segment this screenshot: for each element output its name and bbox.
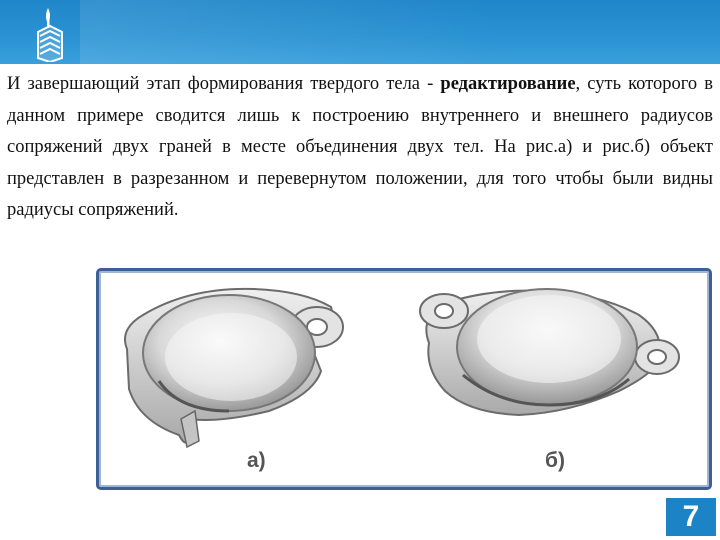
header-glow bbox=[80, 0, 500, 64]
stacked-books-logo-icon bbox=[28, 4, 72, 62]
paragraph-start: И завершающий этап формирования твердого тела - bbox=[7, 74, 441, 94]
page-number-badge: 7 bbox=[666, 498, 716, 536]
figure-frame bbox=[96, 268, 712, 490]
figure-label-a: а) bbox=[247, 449, 266, 472]
header-bar bbox=[0, 0, 720, 64]
part-b-flipped-drawing bbox=[420, 289, 679, 415]
part-a-cutaway-drawing bbox=[125, 289, 343, 447]
paragraph-bold-term: редактирование bbox=[440, 74, 576, 94]
slide-paragraph bbox=[7, 69, 713, 227]
figure-label-b: б) bbox=[545, 449, 565, 472]
figure-illustration bbox=[99, 271, 709, 487]
paragraph-rest: , суть которого в данном примере сводится лишь к построению внутреннего и внешнего радиусов сопряжений двух граней в месте объединения двух тел. На рис.а) и рис.б) объект представлен в разрезанном и перевернутом положении, для того чтобы были видны радиусы сопряжений. bbox=[7, 74, 713, 220]
